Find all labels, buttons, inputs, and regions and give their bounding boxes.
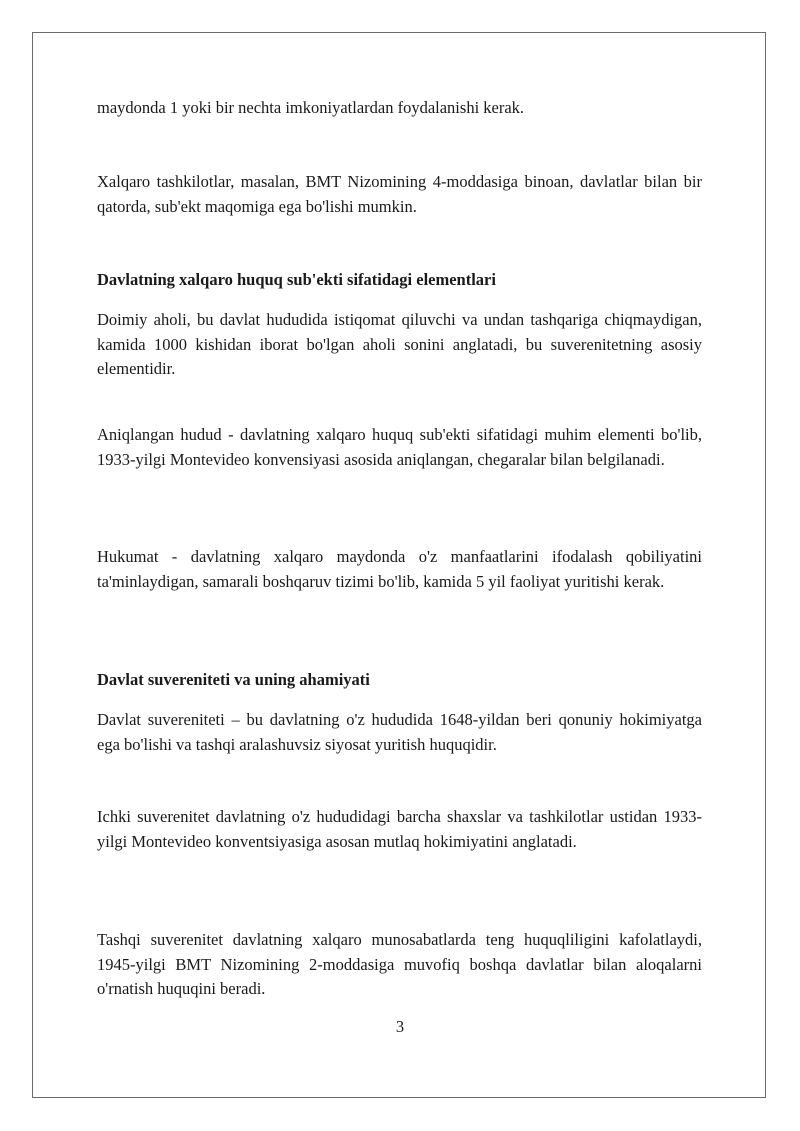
heading-state-sovereignty: Davlat suvereniteti va uning ahamiyati	[97, 670, 370, 689]
paragraph-international-organizations: Xalqaro tashkilotlar, masalan, BMT Nizomining 4-moddasiga binoan, davlatlar bilan bir qatorda, sub'ekt maqomiga ega bo'lishi mumkin.	[97, 172, 702, 216]
paragraph-defined-territory: Aniqlangan hudud - davlatning xalqaro huquq sub'ekti sifatidagi muhim elementi bo'lib, 1933-yilgi Montevideo konvensiyasi asosida aniqlangan, chegaralar bilan belgilanadi.	[97, 425, 702, 469]
paragraph-external-sovereignty: Tashqi suverenitet davlatning xalqaro munosabatlarda teng huquqliligini kafolatlaydi, 1945-yilgi BMT Nizomining 2-moddasiga muvofiq boshqa davlatlar bilan aloqalarni o'rnatish huquqini beradi.	[97, 930, 702, 998]
page-number: 3	[395, 1017, 405, 1036]
paragraph-government: Hukumat - davlatning xalqaro maydonda o'z manfaatlarini ifodalash qobiliyatini ta'minlaydigan, samarali boshqaruv tizimi bo'lib, kamida 5 yil faoliyat yuritishi kerak.	[97, 547, 702, 591]
paragraph-continuation: maydonda 1 yoki bir nechta imkoniyatlardan foydalanishi kerak.	[97, 98, 525, 117]
paragraph-sovereignty-definition: Davlat suvereniteti – bu davlatning o'z hududida 1648-yildan beri qonuniy hokimiyatga ega bo'lishi va tashqi aralashuvsiz siyosat yuritish huquqidir.	[97, 710, 702, 754]
paragraph-permanent-population: Doimiy aholi, bu davlat hududida istiqomat qiluvchi va undan tashqariga chiqmaydigan, kamida 1000 kishidan iborat bo'lgan aholi sonini anglatadi, bu suverenitetning asosiy elementidir.	[97, 310, 702, 378]
paragraph-internal-sovereignty: Ichki suverenitet davlatning o'z hududidagi barcha shaxslar va tashkilotlar ustidan 1933-yilgi Montevideo konventsiyasiga asosan mutlaq hokimiyatini anglatadi.	[97, 807, 702, 851]
heading-state-elements: Davlatning xalqaro huquq sub'ekti sifatidagi elementlari	[97, 270, 496, 289]
